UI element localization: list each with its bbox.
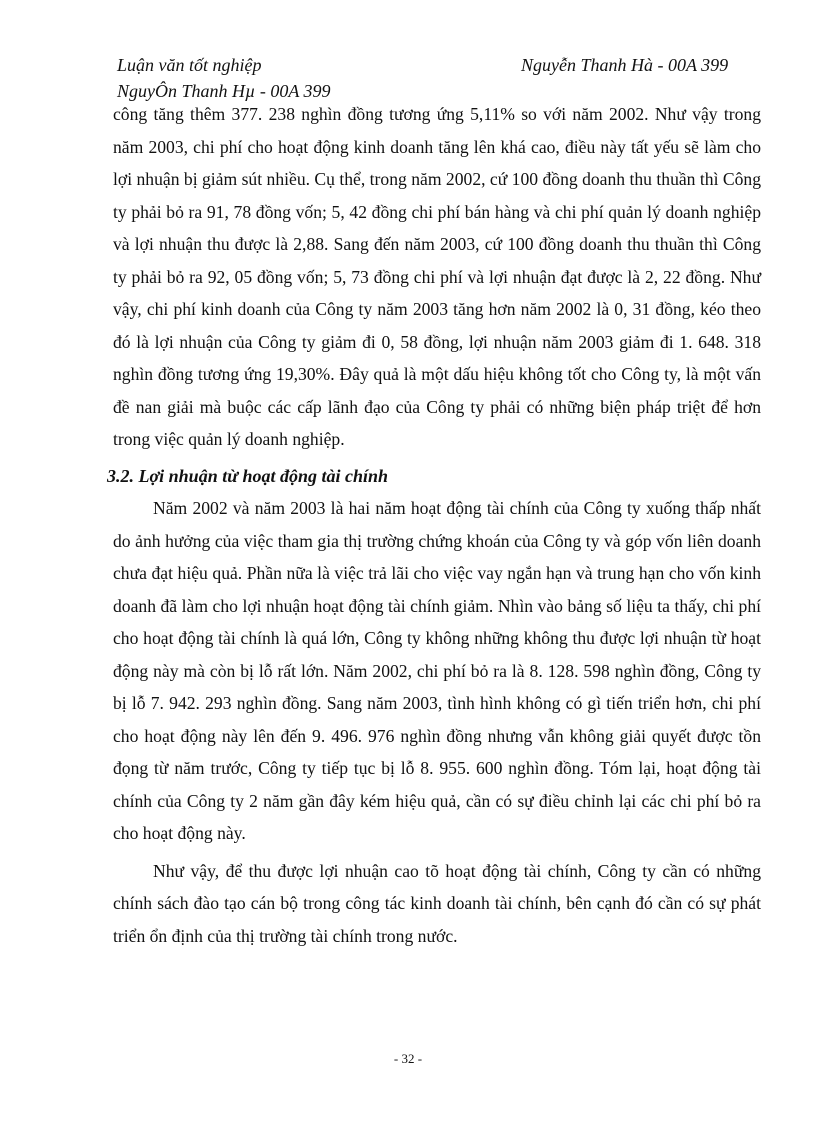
body-paragraph-1: công tăng thêm 377. 238 nghìn đồng tương ứng 5,11% so với năm 2002. Như vậy trong năm 2003, chi phí cho hoạt động kinh doanh tăng lên khá cao, điều này tất yếu sẽ làm cho lợi nhuận bị giảm sút nhiều. Cụ thể, trong năm 2002, cứ 100 đồng doanh thu thuần thì Công ty phải bỏ ra 91, 78 đồng vốn; 5, 42 đồng chi phí bán hàng và chi phí quản lý doanh nghiệp và lợi nhuận thu được là 2,88. Sang đến năm 2003, cứ 100 đồng doanh thu thuần thì Công ty phải bỏ ra 92, 05 đồng vốn; 5, 73 đồng chi phí và lợi nhuận đạt được là 2, 22 đồng. Như vậy, chi phí kinh doanh của Công ty năm 2003 tăng hơn năm 2002 là 0, 31 đồng, kéo theo đó là lợi nhuận của Công ty giảm đi 0, 58 đồng, lợi nhuận năm 2003 giảm đi 1. 648. 318 nghìn đồng tương ứng 19,30%. Đây quả là một dấu hiệu không tốt cho Công ty, là một vấn đề nan giải mà buộc các cấp lãnh đạo của Công ty phải có những biện pháp triệt để hơn trong việc quản lý doanh nghiệp. [113,104,761,449]
header-author: Nguyễn Thanh Hà - 00A 399 [521,55,729,75]
page-body [107,98,761,952]
header-thesis-title: Luận văn tốt nghiệp [117,55,262,75]
body-paragraph-2: Năm 2002 và năm 2003 là hai năm hoạt động tài chính của Công ty xuống thấp nhất do ảnh hưởng của việc tham gia thị trường chứng khoán của Công ty và góp vốn liên doanh chưa đạt hiệu quả. Phần nữa là việc trả lãi cho việc vay ngắn hạn và trung hạn cho vốn kinh doanh đã làm cho lợi nhuận hoạt động tài chính giảm. Nhìn vào bảng số liệu ta thấy, chi phí cho hoạt động tài chính là quá lớn, Công ty không những không thu được lợi nhuận từ hoạt động này mà còn bị lỗ rất lớn. Năm 2002, chi phí bỏ ra là 8. 128. 598 nghìn đồng, Công ty bị lỗ 7. 942. 293 nghìn đồng. Sang năm 2003, tình hình không có gì tiến triển hơn, chi phí cho hoạt động này lên đến 9. 496. 976 nghìn đồng nhưng vẫn không giải quyết được tồn đọng từ năm trước, Công ty tiếp tục bị lỗ 8. 955. 600 nghìn đồng. Tóm lại, hoạt động tài chính của Công ty 2 năm gần đây kém hiệu quả, cần có sự điều chỉnh lại các chi phí bỏ ra cho hoạt động này. [113,498,761,843]
header-author-garbled: NguyÔn Thanh Hµ - 00A 399 [117,81,331,101]
body-paragraph-3: Như vậy, để thu được lợi nhuận cao tõ hoạt động tài chính, Công ty cần có những chính sách đào tạo cán bộ trong công tác kinh doanh tài chính, bên cạnh đó cần có sự phát triển ổn định của thị trường tài chính trong nước. [113,860,761,946]
running-header-left [117,52,331,104]
page-number: - 32 - [393,1051,423,1066]
section-heading: 3.2. Lợi nhuận từ hoạt động tài chính [107,465,389,486]
